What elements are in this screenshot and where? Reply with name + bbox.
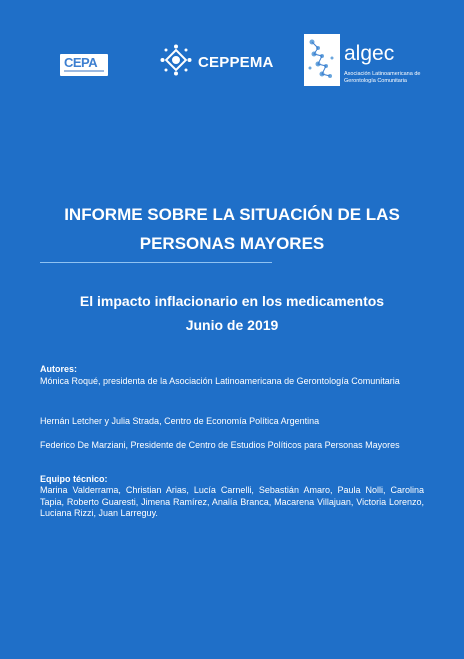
author-3: Federico De Marziani, Presidente de Centro de Estudios Políticos para Personas Mayores (40, 440, 400, 450)
team-members: Marina Valderrama, Christian Arias, Lucía Carnelli, Sebastián Amaro, Paula Nolli, Carolina Tapia, Roberto Guaresti, Jimena Ramírez, Analía Branca, Macarena Villajuan, Victoria Lorenzo, Luciana Rizzi, Juan Larreguy. (40, 485, 424, 518)
authors-label: Autores: (40, 364, 78, 374)
algec-emblem (304, 34, 340, 86)
algec-logo (304, 34, 424, 94)
cepa-logo (60, 54, 108, 76)
author-2: Hernán Letcher y Julia Strada, Centro de Economía Política Argentina (40, 416, 320, 426)
report-title-line-1: INFORME SOBRE LA SITUACIÓN DE LAS (64, 205, 400, 224)
authors-heading (40, 364, 424, 376)
report-subtitle (30, 289, 434, 337)
ceppema-logo-text: CEPPEMA (198, 54, 274, 71)
title-divider (40, 262, 272, 263)
report-title (30, 200, 434, 258)
algec-logo-subtitle: Asociación Latinoamericana de Gerontología Comunitaria (344, 71, 421, 84)
author-1: Mónica Roqué, presidenta de la Asociación Latinoamericana de Gerontología Comunitaria (40, 376, 400, 386)
algec-logo-text: algec (344, 42, 395, 65)
algec-tree-icon (304, 34, 340, 86)
report-title-line-2: PERSONAS MAYORES (139, 234, 325, 253)
ceppema-logo (160, 42, 290, 82)
cepa-logo-text: CEPA (64, 55, 98, 70)
cepa-logo-underline (64, 70, 104, 72)
report-subtitle-line-1: El impacto inflacionario en los medicamentos (79, 293, 385, 309)
report-subtitle-line-2: Junio de 2019 (185, 317, 279, 333)
team-heading (40, 474, 424, 486)
ceppema-mark-icon (160, 44, 192, 76)
logos-row (0, 34, 464, 94)
team-label: Equipo técnico: (40, 474, 108, 484)
